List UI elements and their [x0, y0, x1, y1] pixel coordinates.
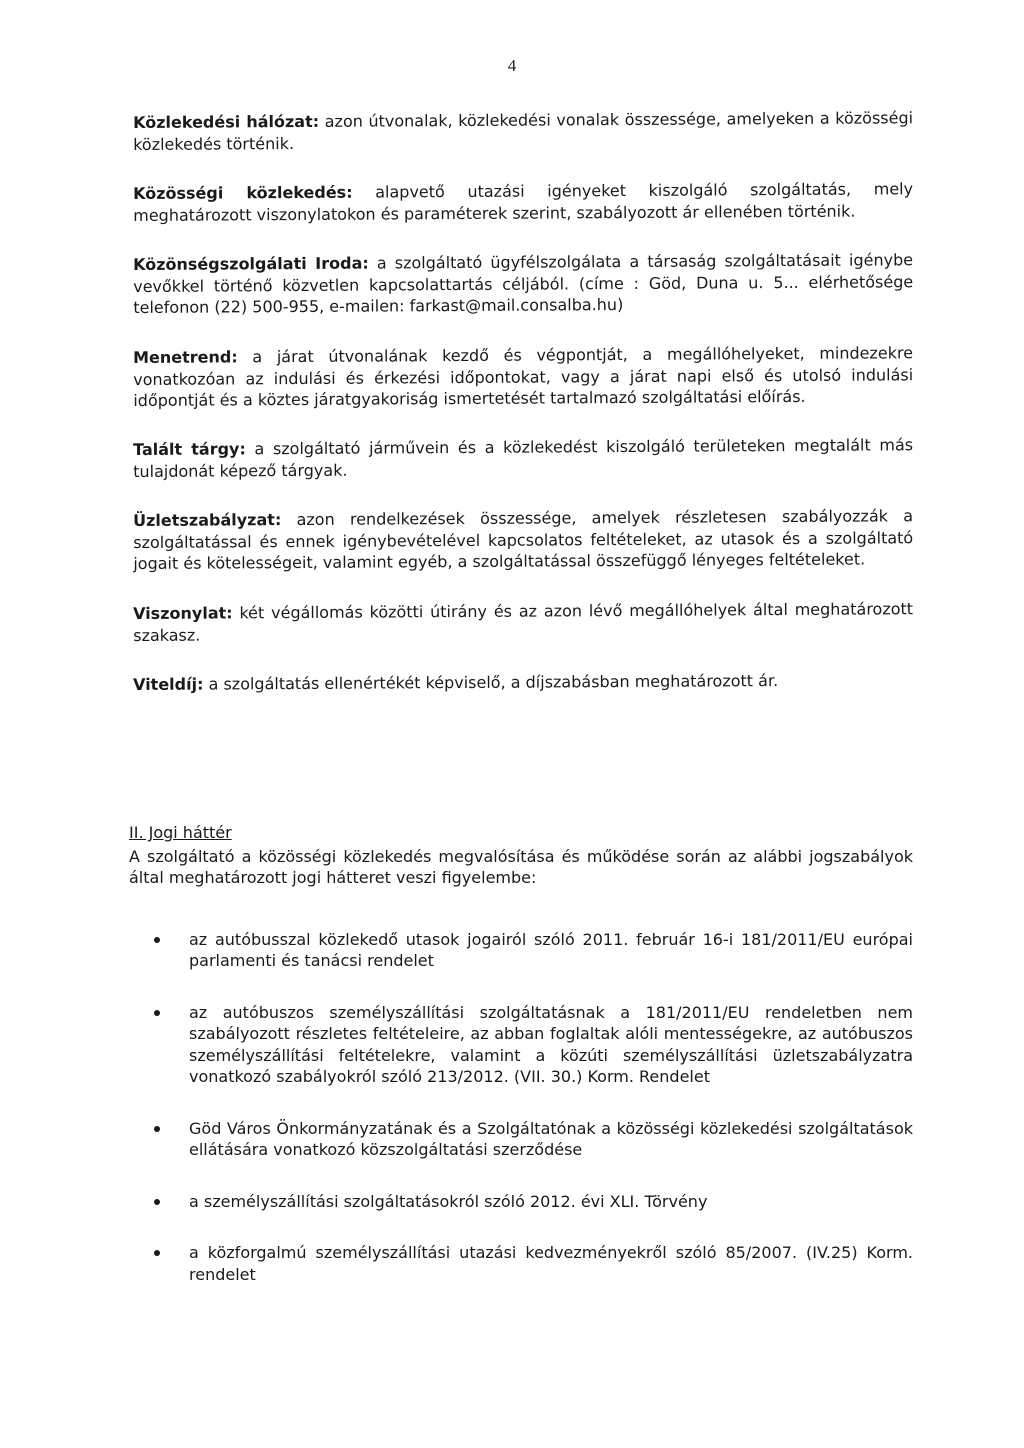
- definition-term: Közönségszolgálati Iroda:: [133, 253, 369, 274]
- bullet-icon: [154, 1010, 160, 1016]
- list-item-text: a közforgalmú személyszállítási utazási kedvezményekről szóló 85/2007. (IV.25) Korm. rendelet: [189, 1243, 913, 1284]
- definition-term: Viteldíj:: [133, 674, 204, 694]
- list-item: [129, 1002, 913, 1088]
- definition-text: a szolgáltatás ellenértékét képviselő, a díjszabásban meghatározott ár.: [203, 670, 779, 694]
- definition-text: alapvető utazási igényeket kiszolgáló szolgáltatás, mely meghatározott viszonylatokon és paraméterek szerint, szabályozott ár ellenében történik.: [133, 179, 914, 225]
- definition-menetrend: [133, 342, 913, 411]
- list-item-text: az autóbusszal közlekedő utasok jogairól szóló 2011. február 16-i 181/2011/EU európai parlamenti és tanácsi rendelet: [189, 929, 913, 970]
- list-item: [129, 1242, 913, 1285]
- definition-kozlekedesi-halozat: [133, 107, 913, 155]
- definition-term: Menetrend:: [133, 346, 238, 367]
- bullet-icon: [154, 1199, 160, 1205]
- definition-viszonylat: [133, 598, 913, 646]
- bullet-icon: [154, 937, 160, 943]
- legal-sources-list: [129, 929, 913, 1286]
- definition-talalt-targy: [133, 434, 913, 482]
- definition-term: Üzletszabályzat:: [133, 510, 282, 530]
- list-item: [129, 1191, 913, 1213]
- list-item-text: az autóbuszos személyszállítási szolgáltatásnak a 181/2011/EU rendeletben nem szabályozott részletes feltételeire, az abban foglaltak alóli mentességekre, az autóbuszos személyszállítási feltételekre, valamint a közúti személyszállítási üzletszabályzatra vonatkozó szabályokról szóló 213/2012. (VII. 30.) Korm. Rendelet: [189, 1002, 913, 1086]
- definition-text: két végállomás közötti útirány és az azon lévő megállóhelyek által meghatározott szakasz.: [133, 598, 914, 644]
- definition-text: a szolgáltató ügyfélszolgálata a társaság szolgáltatásait igénybe vevőkkel történő közvetlen kapcsolattartás céljából. (címe : Göd, Duna u. 5... elérhetősége telefonon (22) 500-955, e-mailen: farkast@mail.consalba.hu): [133, 250, 914, 317]
- definition-kozossegi-kozlekedes: [133, 178, 913, 226]
- bullet-icon: [154, 1250, 160, 1256]
- definition-text: a járat útvonalának kezdő és végpontját, a megállóhelyeket, mindezekre vonatkozóan az indulási és érkezési időpontokat, vagy a járat napi első és utolsó indulási időpontját és a köztes járatgyakoriság ismertetését tartalmazó szolgáltatási előírás.: [133, 342, 914, 410]
- list-item-text: Göd Város Önkormányzatának és a Szolgáltatónak a közösségi közlekedési szolgáltatások ellátására vonatkozó közszolgáltatási szerződése: [189, 1118, 913, 1159]
- definition-text: a szolgáltató járművein és a közlekedést kiszolgáló területeken megtalált más tulajdonát képező tárgyak.: [133, 435, 914, 481]
- definition-kozonsegszolgalati-iroda: [133, 249, 913, 318]
- definition-term: Közösségi közlekedés:: [133, 182, 353, 203]
- definition-term: Közlekedési hálózat:: [133, 111, 320, 132]
- definition-text: azon rendelkezések összessége, amelyek részletesen szabályozzák a szolgáltatással és ennek igénybevételével kapcsolatos feltételeket, az utasok és a szolgáltató jogait és kötelességeit, valamint egyéb, a szolgáltatással összefüggő lényeges feltételeket.: [133, 506, 914, 573]
- definitions-list: [133, 108, 914, 723]
- section-title: II. Jogi háttér: [129, 823, 232, 842]
- list-item: [129, 1118, 913, 1161]
- page-number: 4: [507, 56, 517, 75]
- section-intro: A szolgáltató a közösségi közlekedés megvalósítása és működése során az alábbi jogszabályok által meghatározott jogi hátteret veszi figyelembe:: [129, 846, 913, 887]
- definition-uzletszabalyzat: [133, 505, 913, 574]
- definition-text: azon útvonalak, közlekedési vonalak összessége, amelyeken a közösségi közlekedés történik.: [133, 108, 914, 154]
- definition-viteldij: [133, 669, 913, 695]
- definition-term: Viszonylat:: [133, 602, 233, 623]
- legal-background-section: [129, 822, 913, 1315]
- list-item-text: a személyszállítási szolgáltatásokról szóló 2012. évi XLI. Törvény: [189, 1191, 708, 1211]
- definition-term: Talált tárgy:: [133, 439, 246, 459]
- bullet-icon: [154, 1126, 160, 1132]
- list-item: [129, 929, 913, 972]
